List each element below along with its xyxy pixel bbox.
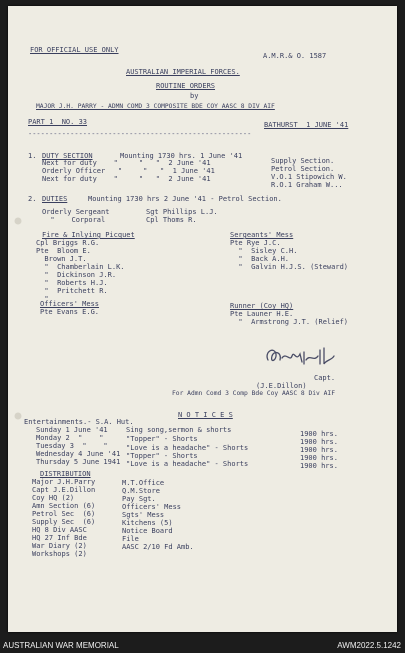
picquet-line: ": [36, 295, 49, 303]
picquet-line: Brown J.T.: [36, 255, 87, 263]
notice-time: 1900 hrs.: [300, 438, 338, 446]
distribution-right: File: [122, 535, 139, 543]
sergeants-mess-line: " Galvin H.J.S. (Steward): [230, 263, 349, 271]
distribution-left: Coy HQ (2): [32, 494, 75, 502]
notice-time: 1900 hrs.: [300, 446, 338, 454]
notice-item: "Topper" - Shorts: [126, 435, 198, 443]
handwritten-signature: [262, 342, 342, 370]
duty-supply: Supply Section.: [271, 157, 335, 165]
distribution-right: M.T.Office: [122, 479, 165, 487]
duty-next-2: Next for duty " " " 2 June '41: [42, 175, 211, 183]
duty-orderly-officer: Orderly Officer " " " 1 June '41: [42, 167, 215, 175]
footer-source: AUSTRALIAN WAR MEMORIAL: [3, 641, 119, 650]
picquet-line: " Chamberlain L.K.: [36, 263, 125, 271]
duty-officer-next: R.O.1 Graham W...: [271, 181, 343, 189]
officers-mess-heading: Officers' Mess: [40, 300, 100, 308]
item-number-2: 2.: [28, 195, 37, 203]
by-line: by: [190, 92, 199, 100]
distribution-left: HQ 27 Inf Bde: [32, 534, 87, 542]
duty-next-1: Next for duty " " " 2 June '41: [42, 159, 211, 167]
distribution-left: Major J.H.Parry: [32, 478, 96, 486]
signature-for: For Admn Comd 3 Comp Bde Coy AASC 8 Div AIF: [172, 390, 336, 397]
duties-mounting: Mounting 1730 hrs 2 June '41 - Petrol Section.: [88, 195, 282, 203]
document-title: ROUTINE ORDERS: [156, 82, 216, 90]
notice-item: "Topper" - Shorts: [126, 452, 198, 460]
item-number-1: 1.: [28, 152, 37, 160]
notice-day: Thursday 5 June 1941: [36, 458, 121, 466]
footer-accession: AWM2022.5.1242: [337, 641, 401, 650]
orderly-corporal-label: " Corporal: [42, 216, 106, 224]
duty-officer-name: V.O.1 Stipowich W.: [271, 173, 347, 181]
document-page: [8, 6, 397, 632]
orderly-sergeant-name: Sgt Phillips L.J.: [146, 208, 218, 216]
sergeants-mess-heading: Sergeants' Mess: [230, 231, 294, 239]
duty-petrol: Petrol Section.: [271, 165, 335, 173]
notice-time: 1900 hrs.: [300, 430, 338, 438]
picquet-line: " Pritchett R.: [36, 287, 108, 295]
distribution-right: Q.M.Store: [122, 487, 160, 495]
issuer-line: MAJOR J.H. PARRY - ADMN COMD 3 COMPOSITE BDE COY AASC 8 DIV AIF: [36, 103, 275, 110]
distribution-right: Sgts' Mess: [122, 511, 165, 519]
notice-day: Sunday 1 June '41: [36, 426, 108, 434]
punch-holes: [12, 6, 24, 632]
distribution-right: AASC 2/10 Fd Amb.: [122, 543, 194, 551]
signature-name: (J.E.Dillon): [256, 382, 307, 390]
distribution-right: Pay Sgt.: [122, 495, 156, 503]
runner-heading: Runner (Coy HQ): [230, 302, 294, 310]
footer-bar: [0, 636, 405, 653]
picquet-heading: Fire & Inlying Picquet: [42, 231, 135, 239]
signature-rank: Capt.: [314, 374, 336, 382]
distribution-right: Kitchens (5): [122, 519, 173, 527]
notice-item: Sing song,sermon & shorts: [126, 426, 232, 434]
orderly-corporal-name: Cpl Thoms R.: [146, 216, 197, 224]
distribution-left: Capt J.E.Dillon: [32, 486, 96, 494]
duty-mounting: Mounting 1730 hrs. 1 June '41: [120, 152, 243, 160]
distribution-left: War Diary (2): [32, 542, 87, 550]
reference-number: A.M.R.& O. 1587: [263, 52, 327, 60]
notice-item: "Love is a headache" - Shorts: [126, 460, 249, 468]
notices-heading: N O T I C E S: [178, 411, 233, 419]
official-use-line: FOR OFFICIAL USE ONLY: [30, 46, 119, 54]
sergeants-mess-line: " Back A.H.: [230, 255, 290, 263]
notice-time: 1900 hrs.: [300, 454, 338, 462]
sergeants-mess-line: " Sisley C.H.: [230, 247, 298, 255]
distribution-left: Supply Sec (6): [32, 518, 96, 526]
picquet-line: " Roberts H.J.: [36, 279, 108, 287]
place-date: BATHURST 1 JUNE '41: [264, 121, 349, 129]
force-heading: AUSTRALIAN IMPERIAL FORCES.: [126, 68, 240, 76]
orderly-sergeant-label: Orderly Sergeant: [42, 208, 110, 216]
notice-day: Wednesday 4 June '41: [36, 450, 121, 458]
distribution-right: Officers' Mess: [122, 503, 182, 511]
distribution-left: Workshops (2): [32, 550, 87, 558]
duty-section-heading: DUTY SECTION: [42, 152, 93, 160]
runner-line: " Armstrong J.T. (Relief): [230, 318, 349, 326]
officers-mess-line: Pte Evans E.G.: [40, 308, 100, 316]
separator-line: -----------------------------------------------------: [28, 130, 252, 138]
picquet-line: " Dickinson J.R.: [36, 271, 117, 279]
duties-heading: DUTIES: [42, 195, 68, 203]
notice-time: 1900 hrs.: [300, 462, 338, 470]
notice-day: Tuesday 3 " ": [36, 442, 108, 450]
picquet-line: Cpl Briggs R.G.: [36, 239, 100, 247]
distribution-heading: DISTRIBUTION: [40, 470, 91, 478]
notice-day: Monday 2 " ": [36, 434, 104, 442]
sergeants-mess-line: Pte Rye J.C.: [230, 239, 281, 247]
notice-item: "Love is a headache" - Shorts: [126, 444, 249, 452]
picquet-line: Pte Bloom E.: [36, 247, 91, 255]
entertainments-heading: Entertainments.- S.A. Hut.: [24, 418, 134, 426]
distribution-left: Petrol Sec (6): [32, 510, 96, 518]
runner-line: Pte Launer H.E.: [230, 310, 294, 318]
distribution-right: Notice Board: [122, 527, 173, 535]
part-number: PART 1 NO. 33: [28, 118, 88, 126]
distribution-left: Amn Section (6): [32, 502, 96, 510]
distribution-left: HQ 8 Div AASC: [32, 526, 87, 534]
